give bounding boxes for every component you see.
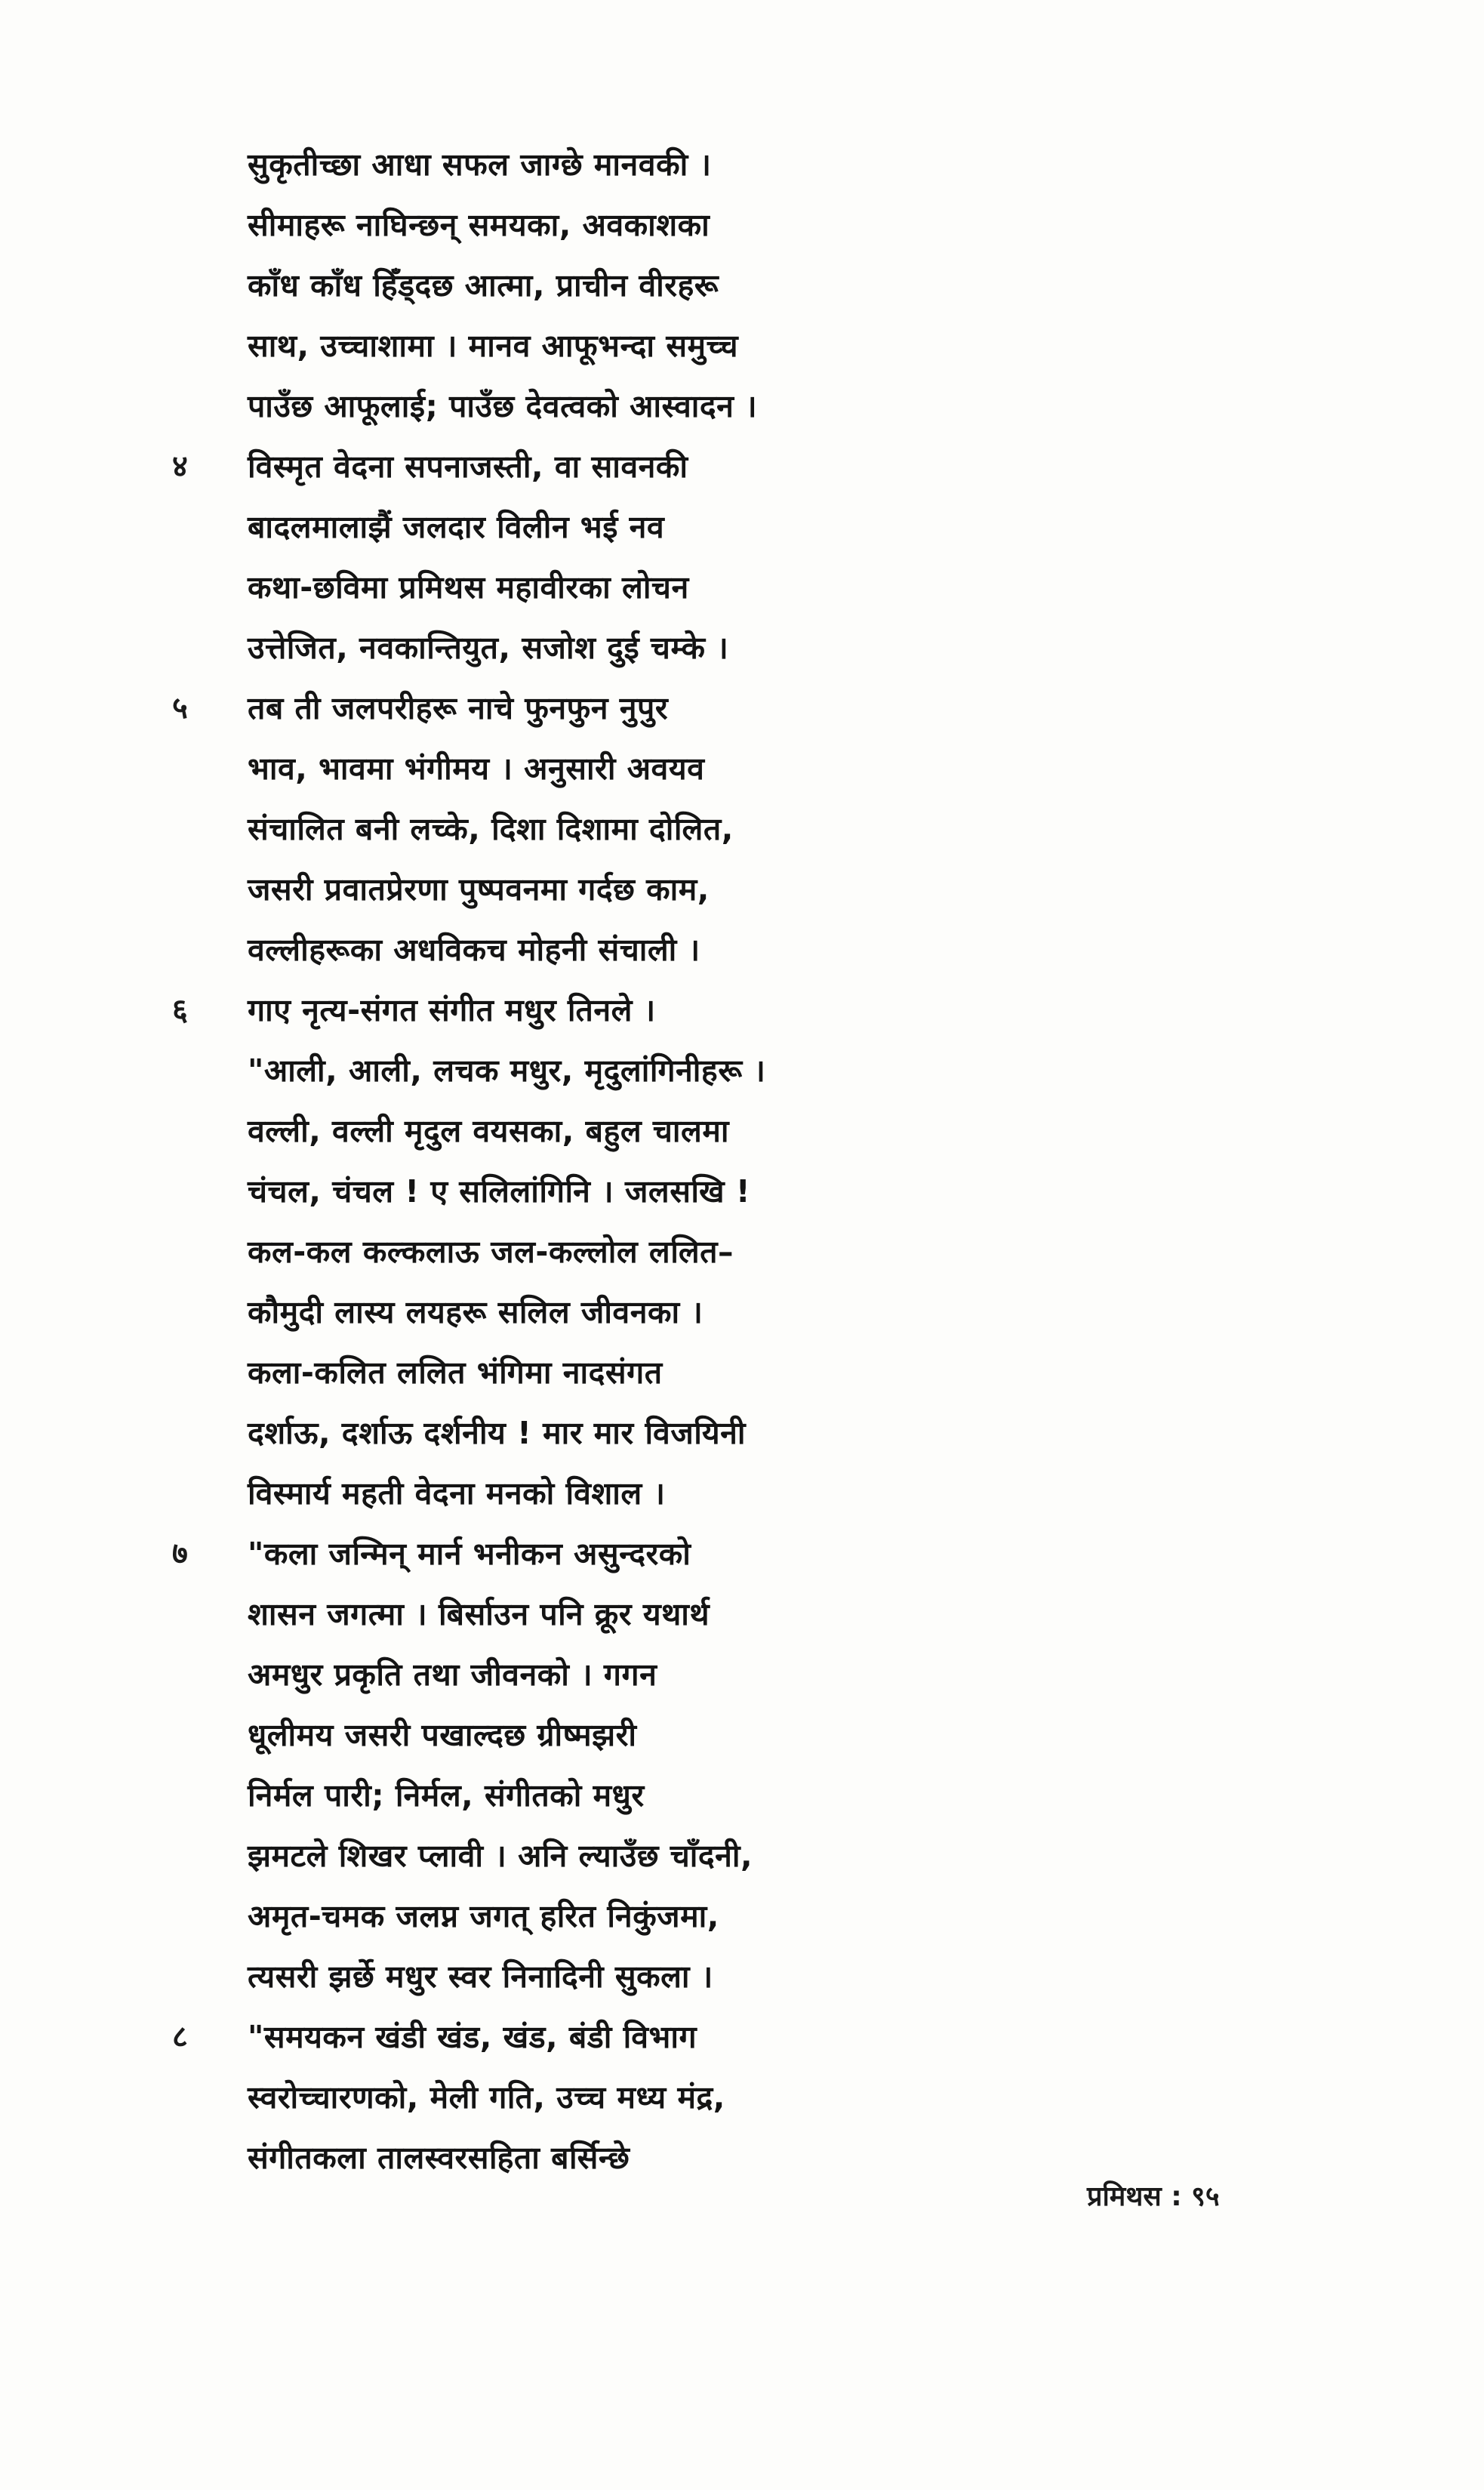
poem-line: सीमाहरू नाघिन्छन् समयका, अवकाशका — [248, 207, 710, 243]
stanza-number: ६ — [172, 993, 188, 1028]
stanza-4 — [172, 436, 1304, 678]
poem-line: कौमुदी लास्य लयहरू सलिल जीवनका । — [248, 1294, 704, 1330]
poem-line: शासन जगत्मा । बिर्साउन पनि क्रूर यथार्थ — [248, 1596, 710, 1632]
stanza-5 — [172, 678, 1304, 980]
poem-line: कथा-छविमा प्रमिथस महावीरका लोचन — [248, 569, 689, 606]
stanza-8 — [172, 2007, 1304, 2188]
poem-line: "कला जन्मिन् मार्न भनीकन असुन्दरको — [248, 1536, 691, 1572]
poem-text-block — [172, 134, 1304, 2188]
poem-line: अमधुर प्रकृति तथा जीवनको । गगन — [248, 1656, 657, 1693]
page-footer-running-title: प्रमिथस : ९५ — [1087, 2181, 1220, 2212]
stanza-number: ७ — [172, 1536, 188, 1571]
poem-line: काँध काँध हिँड्दछ आत्मा, प्राचीन वीरहरू — [248, 267, 719, 304]
stanza-number: ५ — [172, 691, 188, 726]
stanza-7 — [172, 1524, 1304, 2007]
poem-line: "समयकन खंडी खंड, खंड, बंडी विभाग — [248, 2019, 697, 2055]
poem-line: बादलमालाझैं जलदार विलीन भई नव — [248, 509, 665, 545]
poem-line: कला-कलित ललित भंगिमा नादसंगत — [248, 1354, 663, 1391]
poem-line: दर्शाऊ, दर्शाऊ दर्शनीय ! मार मार विजयिनी — [248, 1415, 747, 1451]
poem-line: उत्तेजित, नवकान्तियुत, सजोश दुई चम्के । — [248, 630, 729, 666]
poem-line: "आली, आली, लचक मधुर, मृदुलांगिनीहरू । — [248, 1052, 766, 1089]
poem-line: झमटले शिखर प्लावी । अनि ल्याउँछ चाँदनी, — [248, 1838, 753, 1874]
poem-line: धूलीमय जसरी पखाल्दछ ग्रीष्मझरी — [248, 1717, 637, 1753]
poem-line: त्यसरी झर्छे मधुर स्वर निनादिनी सुकला । — [248, 1958, 713, 1995]
poem-line: गाए नृत्य-संगत संगीत मधुर तिनले । — [248, 992, 656, 1028]
poem-line: कल-कल कल्कलाऊ जल-कल्लोल ललित– — [248, 1234, 734, 1270]
poem-line: तब ती जलपरीहरू नाचे फुनफुन नुपुर — [248, 690, 669, 726]
stanza-6 — [172, 980, 1304, 1524]
stanza-number: ८ — [172, 2020, 188, 2054]
poem-line: विस्मृत वेदना सपनाजस्ती, वा सावनकी — [248, 448, 688, 485]
poem-line: विस्मार्य महती वेदना मनको विशाल । — [248, 1475, 666, 1512]
poem-line: अमृत-चमक जलप्न जगत् हरित निकुंजमा, — [248, 1898, 719, 1934]
poem-line: भाव, भावमा भंगीमय । अनुसारी अवयव — [248, 750, 705, 787]
poem-line: चंचल, चंचल ! ए सलिलांगिनि । जलसखि ! — [248, 1173, 751, 1210]
poem-line: वल्लीहरूका अधविकच मोहनी संचाली । — [248, 932, 700, 968]
poem-line: सुकृतीच्छा आधा सफल जाग्छे मानवकी । — [248, 146, 712, 183]
poem-line: साथ, उच्चाशामा । मानव आफूभन्दा समुच्च — [248, 328, 739, 364]
poem-line: स्वरोच्चारणको, मेली गति, उच्च मध्य मंद्र, — [248, 2079, 725, 2116]
poem-line: संचालित बनी लच्के, दिशा दिशामा दोलित, — [248, 811, 734, 847]
poem-line: वल्ली, वल्ली मृदुल वयसका, बहुल चालमा — [248, 1113, 729, 1149]
poem-line: जसरी प्रवातप्रेरणा पुष्पवनमा गर्दछ काम, — [248, 871, 710, 908]
stanza-continued — [172, 134, 1304, 436]
poem-line: निर्मल पारी; निर्मल, संगीतको मधुर — [248, 1777, 645, 1814]
poem-line: पाउँछ आफूलाई; पाउँछ देवत्वको आस्वादन । — [248, 388, 758, 424]
stanza-number: ४ — [172, 449, 188, 484]
poem-line: संगीतकला तालस्वरसहिता बर्सिन्छे — [248, 2140, 630, 2176]
